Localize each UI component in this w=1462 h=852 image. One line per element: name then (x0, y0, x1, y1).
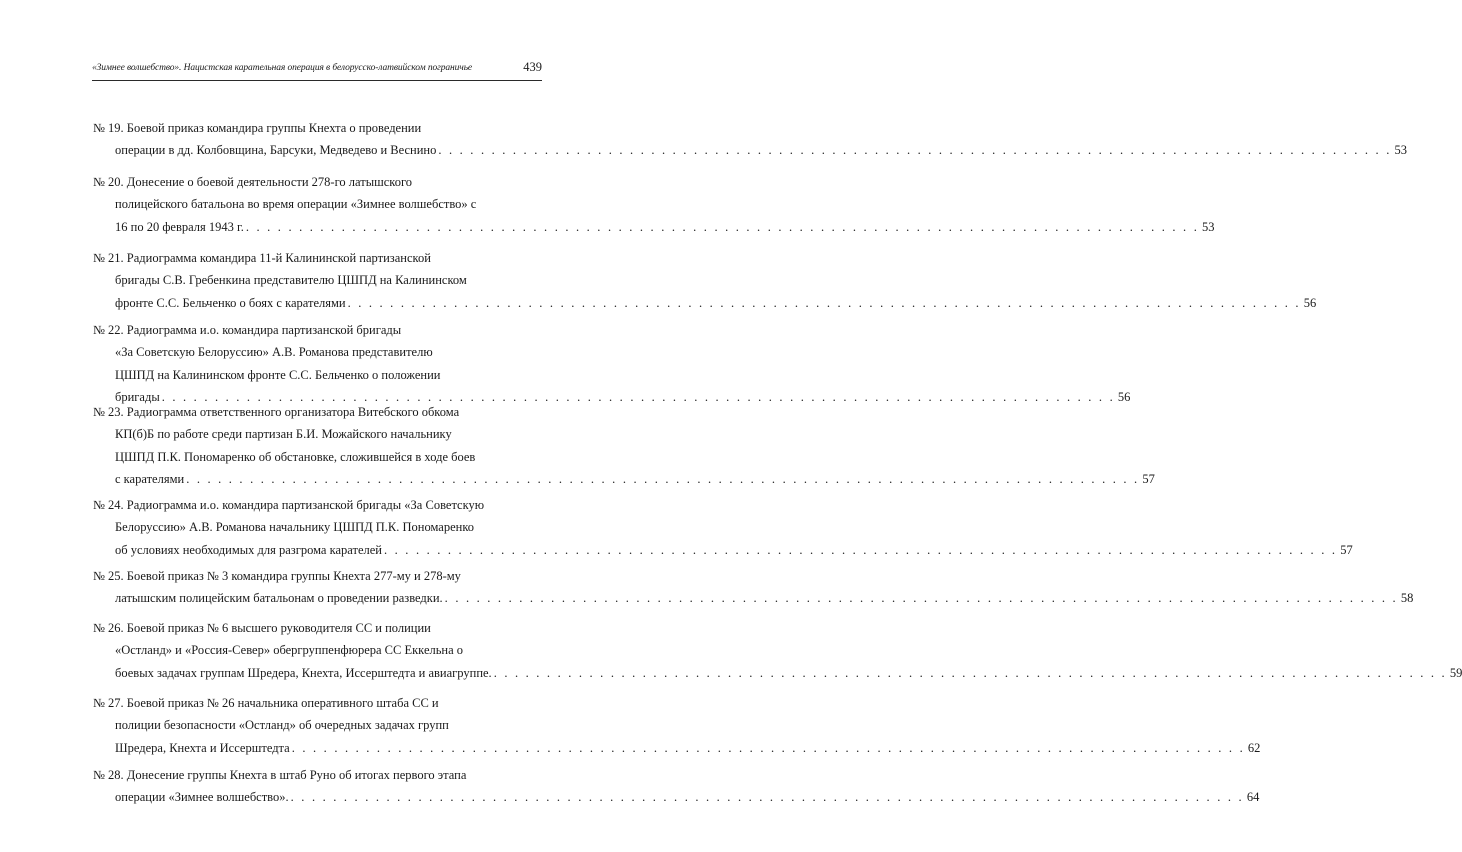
dot-leader: . . . . . . . . . . . . . . . . . . . . . . . . . . . . . . . . . . . . . . . . . . . . . . . . . . . . . . . . . . . . . . . . . . . . . . . . . . . . . . . . . . . . . . . . . . (347, 295, 1301, 310)
toc-entry-page: 56 (1117, 389, 1131, 404)
toc-entry-title: № 26. Боевой приказ № 6 высшего руководителя СС и полиции (93, 621, 431, 635)
toc-entry-page: 57 (1340, 542, 1353, 557)
toc-entry-line: Шредера, Кнехта и Иссерштедта (115, 740, 290, 755)
toc-entry (93, 401, 1155, 490)
toc-entry-title: № 27. Боевой приказ № 26 начальника оперативного штаба СС и (93, 696, 439, 710)
toc-entry-last-line (93, 786, 1260, 808)
toc-entry-last-line (93, 662, 1462, 684)
toc-entry (93, 617, 1462, 684)
dot-leader: . . . . . . . . . . . . . . . . . . . . . . . . . . . . . . . . . . . . . . . . . . . . . . . . . . . . . . . . . . . . . . . . . . . . . . . . . . . . . . . . . . . . . . . . . . (245, 219, 1200, 234)
toc-entry (93, 692, 1261, 759)
dot-leader: . . . . . . . . . . . . . . . . . . . . . . . . . . . . . . . . . . . . . . . . . . . . . . . . . . . . . . . . . . . . . . . . . . . . . . . . . . . . . . . . . . . . . . . . . . (161, 389, 1115, 404)
toc-entry-title: № 24. Радиограмма и.о. командира партизанской бригады «За Советскую (93, 498, 485, 512)
toc-entry-title: № 20. Донесение о боевой деятельности 278-го латышского (93, 175, 413, 189)
dot-leader: . . . . . . . . . . . . . . . . . . . . . . . . . . . . . . . . . . . . . . . . . . . . . . . . . . . . . . . . . . . . . . . . . . . . . . . . . . . . . . . . . . . . . . . . . . (291, 740, 1245, 755)
dot-leader: . . . . . . . . . . . . . . . . . . . . . . . . . . . . . . . . . . . . . . . . . . . . . . . . . . . . . . . . . . . . . . . . . . . . . . . . . . . . . . . . . . . . . . . . . . (290, 790, 1244, 805)
toc-entry (93, 247, 1317, 314)
toc-entry (93, 319, 1131, 408)
toc-entry (93, 171, 1215, 238)
toc-entry-page: 64 (1246, 790, 1260, 805)
running-header (92, 60, 542, 81)
toc-entry-page: 58 (1400, 591, 1414, 606)
toc-entry-title: № 25. Боевой приказ № 3 командира группы Кнехта 277-му и 278-му (93, 569, 461, 583)
page-number: 439 (523, 60, 542, 74)
toc-entry-line: операции «Зимнее волшебство». (115, 790, 289, 805)
toc-entry (93, 764, 1260, 809)
toc-entry-line: полиции безопасности «Остланд» об очередных задачах групп (115, 718, 449, 733)
toc-entry-page: 53 (1202, 219, 1215, 234)
toc-entry-line: ЦШПД П.К. Пономаренко об обстановке, сложившейся в ходе боев (115, 449, 476, 464)
toc-entry-line: бригады (115, 389, 160, 404)
dot-leader: . . . . . . . . . . . . . . . . . . . . . . . . . . . . . . . . . . . . . . . . . . . . . . . . . . . . . . . . . . . . . . . . . . . . . . . . . . . . . . . . . . . . . . . . . . (438, 143, 1392, 158)
toc-entry-last-line (93, 139, 1408, 161)
toc-entry-last-line (93, 216, 1215, 238)
dot-leader: . . . . . . . . . . . . . . . . . . . . . . . . . . . . . . . . . . . . . . . . . . . . . . . . . . . . . . . . . . . . . . . . . . . . . . . . . . . . . . . . . . . . . . . . . . (186, 471, 1140, 486)
toc-entry-page: 53 (1394, 143, 1408, 158)
toc-entry-last-line (93, 587, 1414, 609)
toc-entry-page: 62 (1247, 740, 1261, 755)
toc-entry-title: № 22. Радиограмма и.о. командира партизанской бригады (93, 323, 402, 337)
toc-entry-last-line (93, 539, 1353, 561)
toc-entry (93, 117, 1408, 162)
toc-entry-line: с карателями (115, 471, 185, 486)
running-header-title: «Зимнее волшебство». Нацистская карательная операция в белорусско-латвийском пограничье (92, 63, 473, 73)
toc-entry-page: 56 (1303, 295, 1317, 310)
dot-leader: . . . . . . . . . . . . . . . . . . . . . . . . . . . . . . . . . . . . . . . . . . . . . . . . . . . . . . . . . . . . . . . . . . . . . . . . . . . . . . . . . . . . . . . . . . (444, 591, 1398, 606)
toc-entry-line: «За Советскую Белоруссию» А.В. Романова представителю (115, 345, 433, 360)
toc-entry-line: КП(б)Б по работе среди партизан Б.И. Можайского начальнику (115, 427, 452, 442)
toc-entry-line: операции в дд. Колбовщина, Барсуки, Медведево и Веснино (115, 143, 437, 158)
toc-entry-line: полицейского батальона во время операции «Зимнее волшебство» с (115, 197, 477, 212)
dot-leader: . . . . . . . . . . . . . . . . . . . . . . . . . . . . . . . . . . . . . . . . . . . . . . . . . . . . . . . . . . . . . . . . . . . . . . . . . . . . . . . . . . . . . . . . . . (493, 665, 1447, 680)
toc-entry-line: фронте С.С. Бельченко о боях с карателями (115, 295, 346, 310)
toc-entry-title: № 19. Боевой приказ командира группы Кнехта о проведении (93, 121, 422, 135)
toc-entry-line: «Остланд» и «Россия-Север» обергруппенфюрера СС Еккельна о (115, 643, 464, 658)
toc-entry (93, 494, 1353, 561)
toc-entry (93, 565, 1414, 610)
toc-entry-line: об условиях необходимых для разгрома карателей (115, 542, 382, 557)
toc-entry-line: 16 по 20 февраля 1943 г. (115, 219, 244, 234)
toc-entry-line: боевых задачах группам Шредера, Кнехта, Иссерштедта и авиагруппе. (115, 665, 492, 680)
toc-entry-title: № 21. Радиограмма командира 11-й Калининской партизанской (93, 251, 431, 265)
toc-entry-title: № 23. Радиограмма ответственного организатора Витебского обкома (93, 405, 460, 419)
toc-entry-last-line (93, 292, 1317, 314)
toc-entry-line: бригады С.В. Гребенкина представителю ЦШПД на Калининском (115, 273, 467, 288)
toc-entry-page: 57 (1142, 471, 1155, 486)
toc-entry-last-line (93, 737, 1261, 759)
toc-entry-title: № 28. Донесение группы Кнехта в штаб Руно об итогах первого этапа (93, 768, 467, 782)
toc-entry-line: ЦШПД на Калининском фронте С.С. Бельченко о положении (115, 367, 441, 382)
toc-entry-last-line (93, 468, 1155, 490)
toc-entry-page: 59 (1449, 665, 1462, 680)
dot-leader: . . . . . . . . . . . . . . . . . . . . . . . . . . . . . . . . . . . . . . . . . . . . . . . . . . . . . . . . . . . . . . . . . . . . . . . . . . . . . . . . . . . . . . . . . . (384, 542, 1338, 557)
toc-entry-line: Белоруссию» А.В. Романова начальнику ЦШПД П.К. Пономаренко (115, 520, 475, 535)
toc-entry-line: латышским полицейским батальонам о проведении разведки. (115, 591, 443, 606)
